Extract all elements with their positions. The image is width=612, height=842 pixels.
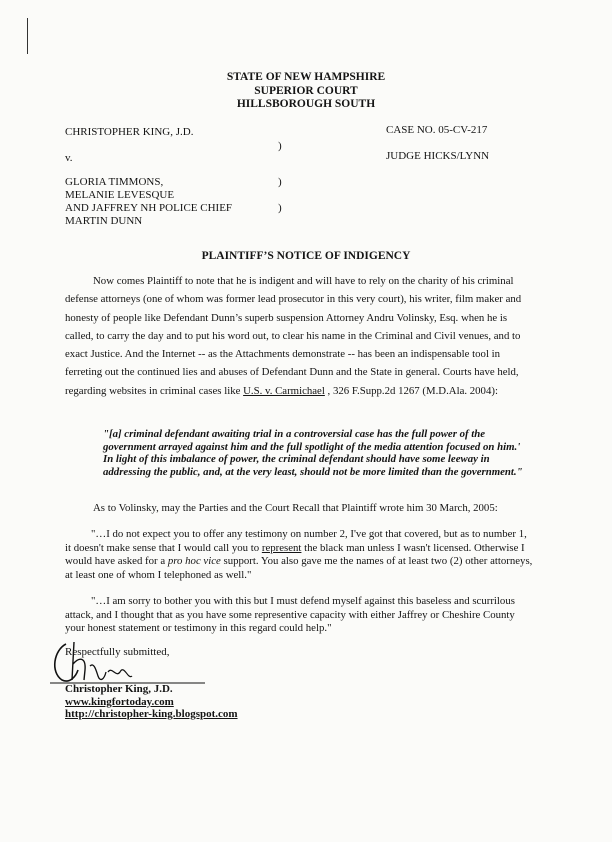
defendant-line: MELANIE LEVESQUE: [65, 189, 175, 201]
italic-term: pro hoc vice: [167, 555, 221, 567]
handwritten-signature: [40, 636, 210, 686]
case-number: CASE NO. 05-CV-217: [386, 124, 488, 136]
letter-text: support. You also gave me the names of at least two (2) other attorneys, at least one of whom I telephoned as well.": [65, 555, 533, 581]
blog-link[interactable]: http://christopher-king.blogspot.com: [65, 708, 238, 720]
caption-paren: ): [278, 202, 282, 214]
closing-line: Respectfully submitted,: [65, 646, 170, 658]
letter-text: "…I do not expect you to offer any testimony on number 2, I've got that covered, but as to number 1, it doesn't make sense that I would call you to: [65, 528, 527, 554]
margin-mark: [27, 18, 28, 54]
website-link[interactable]: www.kingfortoday.com: [65, 695, 174, 708]
body-paragraph: [65, 272, 523, 400]
defendant-line: AND JAFFREY NH POLICE CHIEF: [65, 202, 233, 214]
plaintiff-name: CHRISTOPHER KING, J.D.: [65, 126, 194, 138]
block-quote: "[a] criminal defendant awaiting trial in a controversial case has the full power of the government arrayed against him and the full spotlight of the media attention focused on him.' In light of this imbalance of power, the criminal defendant should have some leeway in addressing the public, and, at the very least, should not be more limited than the government.": [103, 428, 523, 478]
case-citation-link: U.S. v. Carmichael: [243, 384, 325, 397]
signature-block: [65, 683, 238, 721]
court-state: STATE OF NEW HAMPSHIRE: [226, 71, 386, 83]
letter-text: the black man unless I wasn't licensed. Otherwise I would have asked for a: [65, 541, 525, 567]
court-header: [0, 71, 612, 112]
letter-quote-1: [65, 528, 533, 582]
court-name: SUPERIOR COURT: [254, 84, 358, 97]
signer-name: Christopher King, J.D.: [65, 683, 173, 695]
paragraph-text-a: Now comes Plaintiff to note that he is indigent and will have to rely on the charity of his criminal defense attorneys (one of whom was former lead prosecutor in this very court), his writer, film maker and honesty of people like Defendant Dunn’s superb suspension Attorney Andru Volinsky, Esq. when he is called, to carry the day and to put his word out, to clear his name in the Criminal and Civil venues, and to exact Justice. And the Internet -- as the Attachments demonstrate -- has been an indispensable tool in ferreting out the continued lies and abuses of Defendant Dunn and the State in general. Courts have held, regarding websites in criminal cases like: [65, 275, 522, 397]
court-district: HILLSBOROUGH SOUTH: [236, 98, 376, 110]
volinsky-paragraph: As to Volinsky, may the Parties and the Court Recall that Plaintiff wrote him 30 March, 2005:: [93, 502, 498, 514]
letter-quote-2: [65, 595, 533, 636]
defendant-line: MARTIN DUNN: [65, 215, 143, 227]
letter-text: "…I am sorry to bother you with this but I must defend myself against this baseless and scurrilous attack, and I thought that as you have some representive capacity with either Jaffrey or Cheshire County your honest statement or testimony in this regard could help.": [65, 595, 515, 634]
versus: v.: [65, 152, 73, 164]
paragraph-text: [65, 272, 523, 400]
defendant-line: GLORIA TIMMONS,: [65, 176, 164, 188]
judge-name: JUDGE HICKS/LYNN: [386, 150, 490, 162]
caption-paren: ): [278, 140, 282, 152]
paragraph-text-b: , 326 F.Supp.2d 1267 (M.D.Ala. 2004):: [324, 384, 498, 397]
underlined-word: represent: [261, 541, 302, 554]
document-title: PLAINTIFF’S NOTICE OF INDIGENCY: [201, 250, 411, 262]
caption-paren: ): [278, 176, 282, 188]
